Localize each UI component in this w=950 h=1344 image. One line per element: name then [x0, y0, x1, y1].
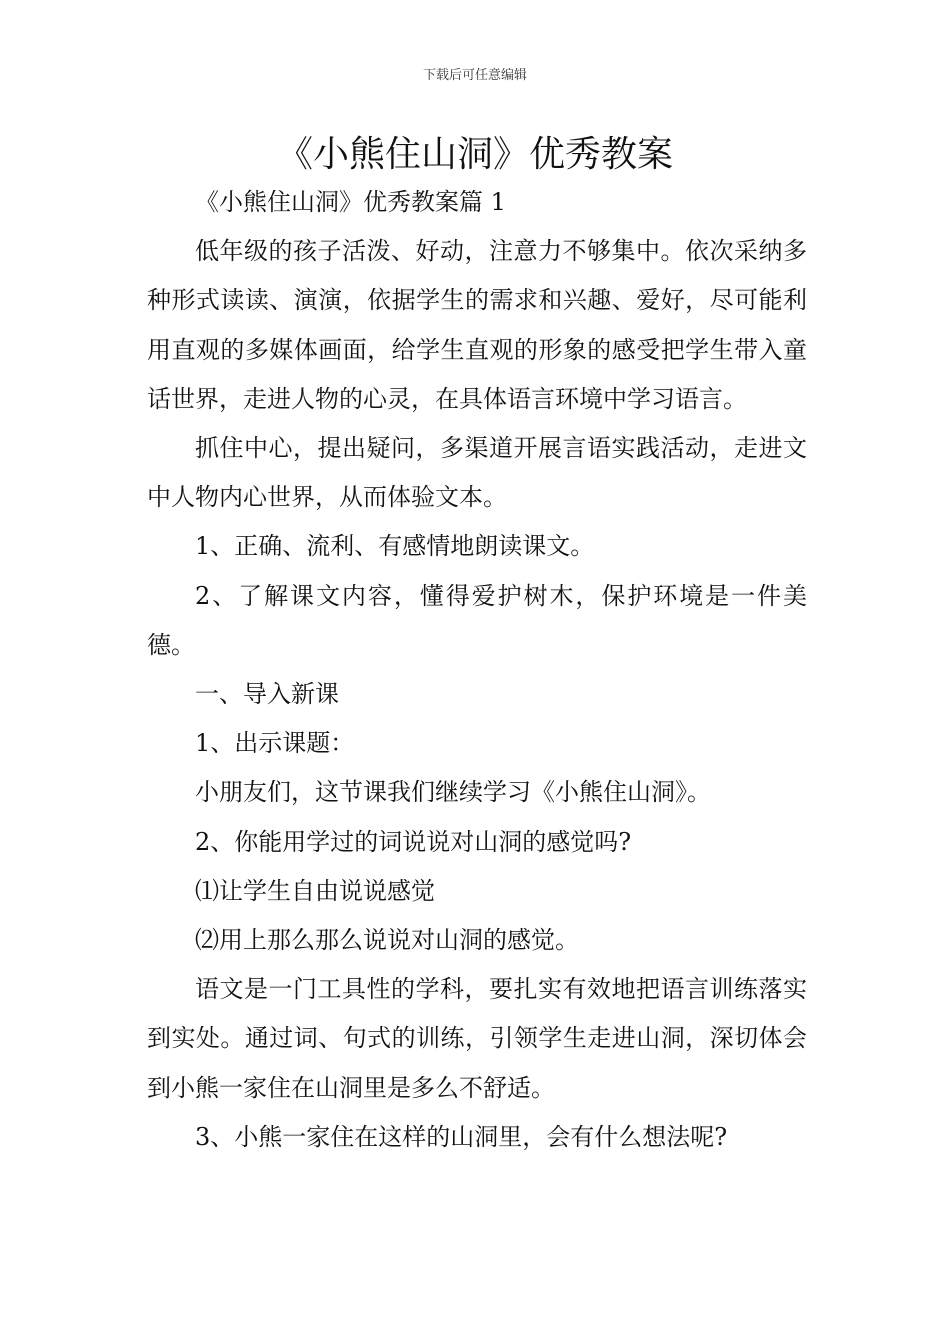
paragraph: ⑴让学生自由说说感觉: [195, 876, 435, 905]
section-heading: 《小熊住山洞》优秀教案篇 1: [195, 188, 506, 216]
paragraph: 语文是一门工具性的学科，要扎实有效地把语言训练落实到实处。通过词、句式的训练，引领学生走进山洞，深切体会到小熊一家住在山洞里是多么不舒适。: [147, 975, 807, 1102]
paragraph: 2、你能用学过的词说说对山洞的感觉吗?: [195, 827, 632, 856]
paragraph: 低年级的孩子活泼、好动，注意力不够集中。依次采纳多种形式读读、演演，依据学生的需求和兴趣、爱好，尽可能利用直观的多媒体画面，给学生直观的形象的感受把学生带入童话世界，走进人物的心灵，在具体语言环境中学习语言。: [147, 237, 807, 413]
document-title: 《小熊住山洞》优秀教案: [276, 134, 673, 175]
paragraph: 3、小熊一家住在这样的山洞里，会有什么想法呢?: [195, 1122, 728, 1151]
paragraph: 一、导入新课: [195, 680, 339, 709]
paragraph: 2、了解课文内容，懂得爱护树木，保护环境是一件美德。: [147, 581, 807, 659]
paragraph: 小朋友们，这节课我们继续学习《小熊住山洞》。: [195, 778, 711, 807]
paragraph: ⑵用上那么那么说说对山洞的感觉。: [195, 926, 579, 955]
paragraph: 1、正确、流利、有感情地朗读课文。: [195, 532, 595, 561]
paragraph: 抓住中心，提出疑问，多渠道开展言语实践活动，走进文中人物内心世界，从而体验文本。: [147, 434, 807, 512]
paragraph: 1、出示课题：: [195, 729, 355, 758]
document-body: [147, 178, 807, 1162]
header-note: 下载后可任意编辑: [422, 68, 527, 83]
